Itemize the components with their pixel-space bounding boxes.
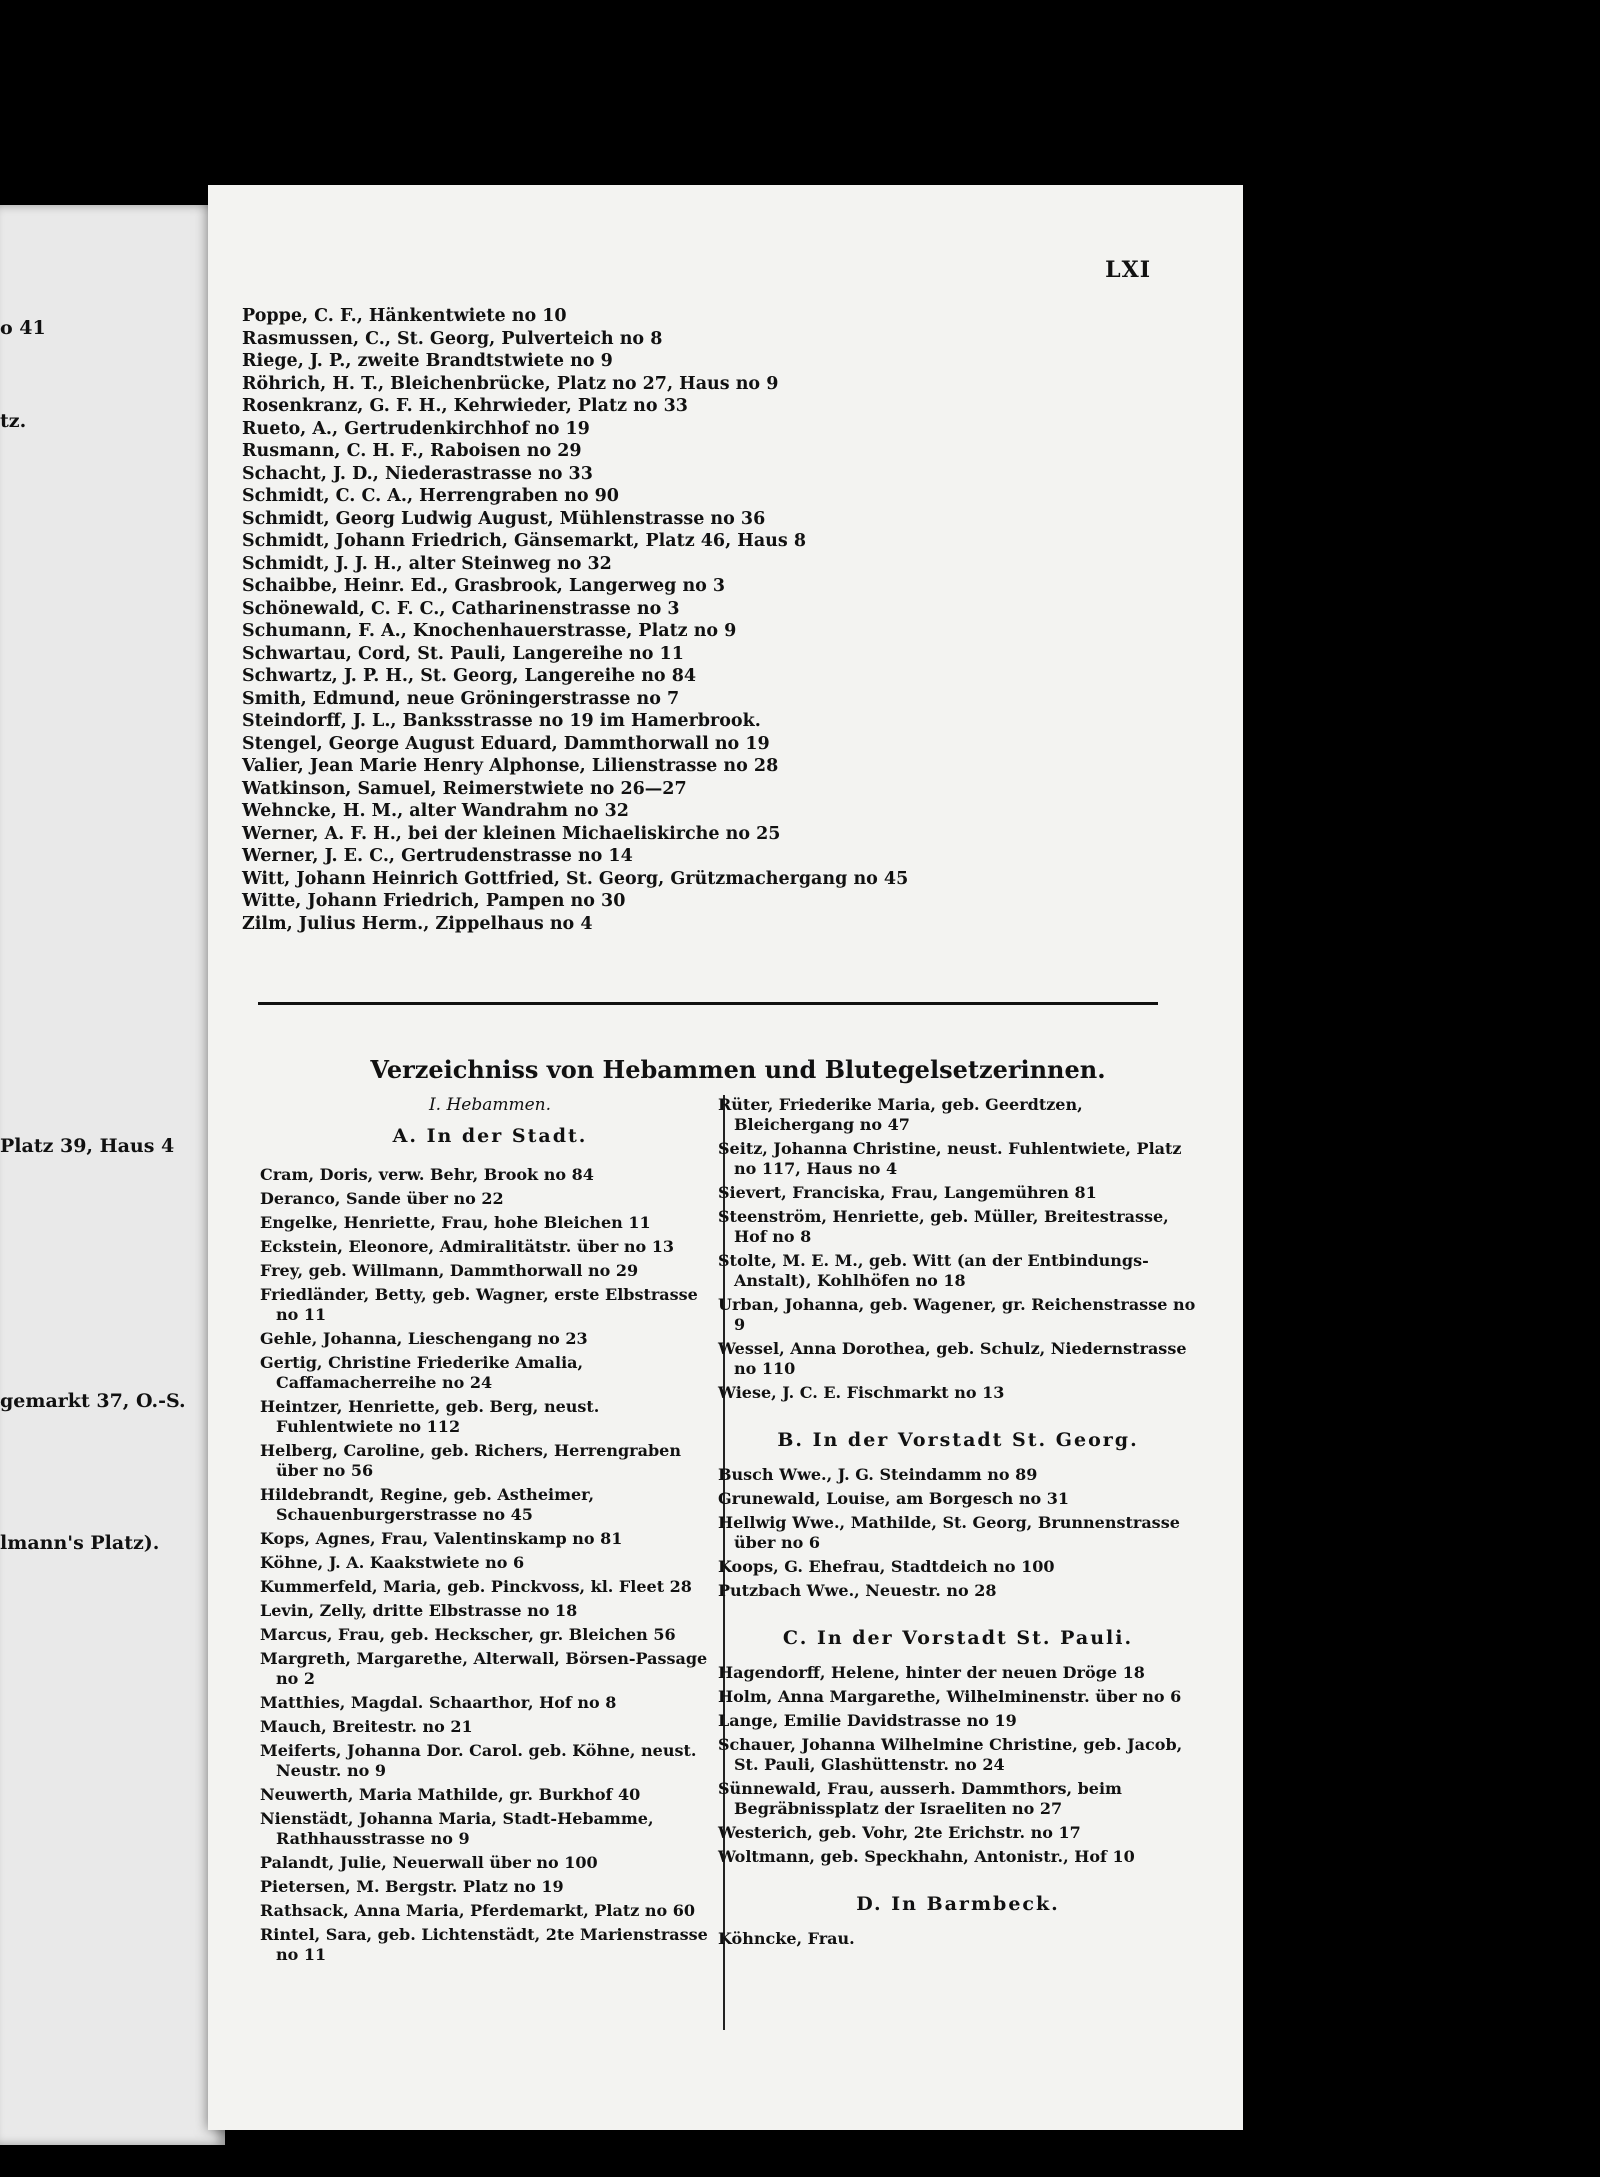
- list-item: Poppe, C. F., Hänkentwiete no 10: [242, 306, 567, 326]
- list-item: Watkinson, Samuel, Reimerstwiete no 26—27: [242, 778, 687, 799]
- left-page-edge: [0, 205, 225, 2145]
- left-page-fragment: tz.: [0, 410, 27, 432]
- list-item: Schwartz, J. P. H., St. Georg, Langereihe no 84: [242, 666, 697, 686]
- list-item: Rusmann, C. H. F., Raboisen no 29: [242, 441, 582, 461]
- list-item: Hagendorff, Helene, hinter der neuen Dröge 18: [718, 1663, 1145, 1682]
- list-item: Rosenkranz, G. F. H., Kehrwieder, Platz no 33: [242, 396, 688, 416]
- list-item: Cram, Doris, verw. Behr, Brook no 84: [260, 1165, 594, 1184]
- left-column: [260, 1095, 720, 1969]
- left-page-fragment: gemarkt 37, O.-S.: [0, 1390, 186, 1412]
- list-item: Schönewald, C. F. C., Catharinenstrasse no 3: [242, 598, 680, 619]
- list-item: Woltmann, geb. Speckhahn, Antonistr., Hof 10: [718, 1847, 1135, 1866]
- list-item: Frey, geb. Willmann, Dammthorwall no 29: [260, 1261, 639, 1280]
- list-item: Schauer, Johanna Wilhelmine Christine, geb. Jacob, St. Pauli, Glashüttenstr. no 24: [718, 1735, 1183, 1774]
- list-item: Wessel, Anna Dorothea, geb. Schulz, Niedernstrasse no 110: [718, 1339, 1187, 1378]
- list-item: Hellwig Wwe., Mathilde, St. Georg, Brunnenstrasse über no 6: [718, 1513, 1180, 1552]
- list-item: Rüter, Friederike Maria, geb. Geerdtzen, Bleichergang no 47: [718, 1095, 1083, 1134]
- list-item: Helberg, Caroline, geb. Richers, Herrengraben über no 56: [260, 1441, 681, 1480]
- list-item: Busch Wwe., J. G. Steindamm no 89: [718, 1465, 1038, 1484]
- section-title: A. In der Stadt.: [392, 1125, 588, 1147]
- list-item: Mauch, Breitestr. no 21: [260, 1717, 473, 1736]
- list-item: Putzbach Wwe., Neuestr. no 28: [718, 1581, 997, 1600]
- list-item: Gertig, Christine Friederike Amalia, Caffamacherreihe no 24: [260, 1353, 584, 1392]
- list-item: Matthies, Magdal. Schaarthor, Hof no 8: [260, 1693, 617, 1712]
- list-item: Friedländer, Betty, geb. Wagner, erste Elbstrasse no 11: [260, 1285, 698, 1324]
- list-item: Meiferts, Johanna Dor. Carol. geb. Köhne, neust. Neustr. no 9: [260, 1741, 697, 1780]
- list-item: Witte, Johann Friedrich, Pampen no 30: [242, 891, 626, 911]
- list-item: Rueto, A., Gertrudenkirchhof no 19: [242, 418, 590, 439]
- list-item: Valier, Jean Marie Henry Alphonse, Lilienstrasse no 28: [242, 756, 779, 776]
- list-item: Marcus, Frau, geb. Heckscher, gr. Bleichen 56: [260, 1625, 676, 1644]
- list-item: Urban, Johanna, geb. Wagener, gr. Reichenstrasse no 9: [718, 1295, 1196, 1334]
- list-item: Rasmussen, C., St. Georg, Pulverteich no 8: [242, 328, 663, 349]
- section-title: C. In der Vorstadt St. Pauli.: [782, 1627, 1134, 1649]
- left-page-fragment: Platz 39, Haus 4: [0, 1135, 175, 1157]
- section-title: B. In der Vorstadt St. Georg.: [777, 1429, 1139, 1451]
- list-item: Neuwerth, Maria Mathilde, gr. Burkhof 40: [260, 1785, 641, 1804]
- list-item: Rintel, Sara, geb. Lichtenstädt, 2te Marienstrasse no 11: [260, 1925, 708, 1964]
- list-item: Steenström, Henriette, geb. Müller, Breitestrasse, Hof no 8: [718, 1207, 1169, 1246]
- list-item: Kummerfeld, Maria, geb. Pinckvoss, kl. Fleet 28: [260, 1577, 692, 1596]
- list-item: Heintzer, Henriette, geb. Berg, neust. Fuhlentwiete no 112: [260, 1397, 600, 1436]
- list-item: Nienstädt, Johanna Maria, Stadt-Hebamme, Rathhausstrasse no 9: [260, 1809, 654, 1848]
- list-item: Schacht, J. D., Niederastrasse no 33: [242, 463, 593, 484]
- list-item: Margreth, Margarethe, Alterwall, Börsen-Passage no 2: [260, 1649, 708, 1688]
- list-item: Rathsack, Anna Maria, Pferdemarkt, Platz no 60: [260, 1901, 696, 1920]
- list-item: Schmidt, Johann Friedrich, Gänsemarkt, Platz 46, Haus 8: [242, 531, 807, 551]
- list-item: Engelke, Henriette, Frau, hohe Bleichen 11: [260, 1213, 651, 1232]
- list-item: Eckstein, Eleonore, Admiralitätstr. über no 13: [260, 1237, 674, 1256]
- list-item: Levin, Zelly, dritte Elbstrasse no 18: [260, 1601, 578, 1620]
- list-item: Schmidt, C. C. A., Herrengraben no 90: [242, 486, 619, 506]
- list-item: Palandt, Julie, Neuerwall über no 100: [260, 1853, 598, 1872]
- list-item: Grunewald, Louise, am Borgesch no 31: [718, 1489, 1069, 1508]
- list-item: Schwartau, Cord, St. Pauli, Langereihe no 11: [242, 643, 684, 664]
- list-item: Steindorff, J. L., Banksstrasse no 19 im Hamerbrook.: [242, 711, 761, 731]
- left-page-fragment: o 41: [0, 317, 46, 339]
- list-item: Zilm, Julius Herm., Zippelhaus no 4: [242, 913, 593, 934]
- list-item: Schaibbe, Heinr. Ed., Grasbrook, Langerweg no 3: [242, 576, 726, 596]
- list-item: Riege, J. P., zweite Brandtstwiete no 9: [242, 351, 613, 371]
- list-item: Holm, Anna Margarethe, Wilhelminenstr. über no 6: [718, 1687, 1182, 1706]
- left-page-fragment: lmann's Platz).: [0, 1532, 160, 1554]
- list-item: Sievert, Franciska, Frau, Langemühren 81: [718, 1183, 1097, 1202]
- section-title: D. In Barmbeck.: [856, 1893, 1060, 1915]
- list-item: Sünnewald, Frau, ausserh. Dammthors, beim Begräbnissplatz der Israeliten no 27: [718, 1779, 1122, 1818]
- section-heading: Verzeichniss von Hebammen und Blutegelsetzerinnen.: [370, 1055, 1106, 1084]
- list-item: Werner, J. E. C., Gertrudenstrasse no 14: [242, 846, 633, 866]
- list-item: Werner, A. F. H., bei der kleinen Michaeliskirche no 25: [242, 823, 781, 844]
- list-item: Köhncke, Frau.: [718, 1929, 855, 1948]
- list-item: Seitz, Johanna Christine, neust. Fuhlentwiete, Platz no 117, Haus no 4: [718, 1139, 1182, 1178]
- list-item: Stolte, M. E. M., geb. Witt (an der Entbindungs-Anstalt), Kohlhöfen no 18: [718, 1251, 1149, 1290]
- list-item: Smith, Edmund, neue Gröningerstrasse no 7: [242, 688, 680, 709]
- list-item: Kops, Agnes, Frau, Valentinskamp no 81: [260, 1529, 623, 1548]
- section-rule: [258, 1002, 1158, 1005]
- list-item: Gehle, Johanna, Lieschengang no 23: [260, 1329, 588, 1348]
- list-item: Hildebrandt, Regine, geb. Astheimer, Schauenburgerstrasse no 45: [260, 1485, 595, 1524]
- list-item: Lange, Emilie Davidstrasse no 19: [718, 1711, 1017, 1730]
- list-item: Wiese, J. C. E. Fischmarkt no 13: [718, 1383, 1005, 1402]
- list-item: Köhne, J. A. Kaakstwiete no 6: [260, 1553, 525, 1572]
- list-item: Stengel, George August Eduard, Dammthorwall no 19: [242, 733, 770, 754]
- list-item: Witt, Johann Heinrich Gottfried, St. Georg, Grützmachergang no 45: [242, 868, 909, 889]
- list-item: Schmidt, J. J. H., alter Steinweg no 32: [242, 553, 612, 574]
- subheading: I. Hebammen.: [428, 1095, 552, 1115]
- list-item: Westerich, geb. Vohr, 2te Erichstr. no 17: [718, 1823, 1081, 1842]
- document-page: [208, 185, 1243, 2130]
- list-item: Koops, G. Ehefrau, Stadtdeich no 100: [718, 1557, 1055, 1576]
- list-item: Wehncke, H. M., alter Wandrahm no 32: [242, 801, 629, 821]
- list-item: Schmidt, Georg Ludwig August, Mühlenstrasse no 36: [242, 508, 766, 529]
- list-item: Schumann, F. A., Knochenhauerstrasse, Platz no 9: [242, 621, 737, 641]
- list-item: Deranco, Sande über no 22: [260, 1189, 504, 1208]
- list-item: Pietersen, M. Bergstr. Platz no 19: [260, 1877, 564, 1896]
- right-column: [718, 1095, 1198, 1953]
- page-number: LXI: [1105, 257, 1151, 283]
- name-list: [242, 305, 1222, 935]
- list-item: Röhrich, H. T., Bleichenbrücke, Platz no 27, Haus no 9: [242, 373, 779, 394]
